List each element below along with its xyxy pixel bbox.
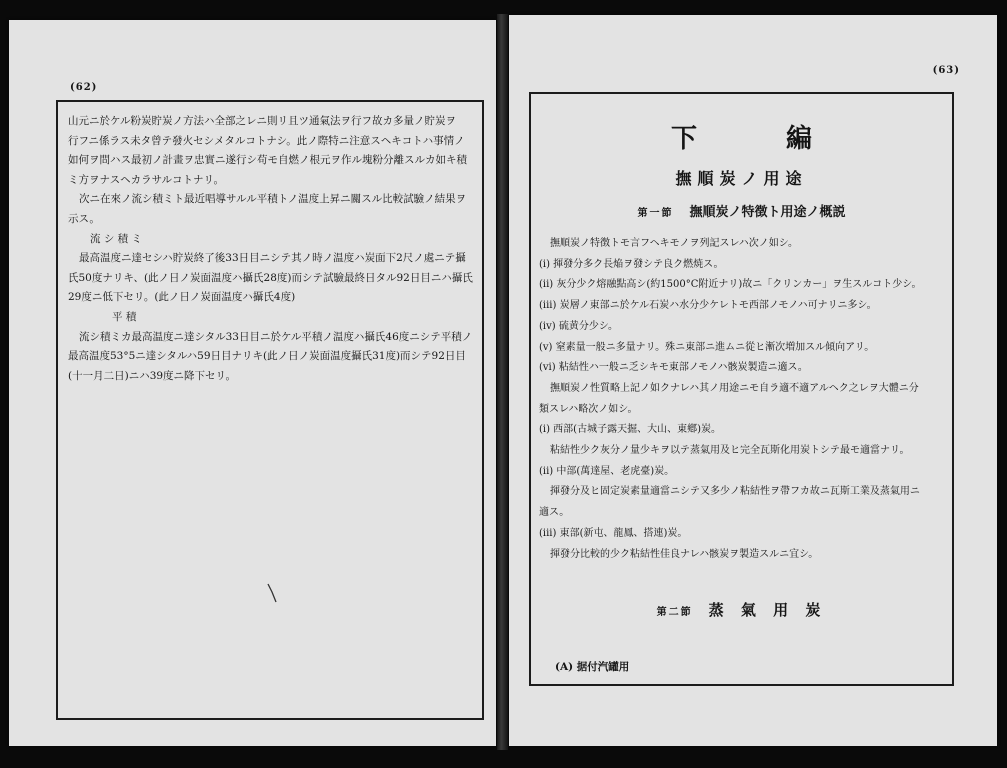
list-item: (ii) 灰分少ク熔融點高シ(約1500°C附近ナリ)故ニ「クリンカー」ヲ生スルコト少シ。 (539, 279, 922, 291)
list-item: (i) 揮發分多ク長焔ヲ發シテ良ク燃焼ス。 (539, 258, 724, 270)
paragraph-line: 氏50度ナリキ、(此ノ日ノ炭面温度ハ攝氏28度)而シテ試驗最終日タル92日目ニハ攝氏 (68, 271, 473, 284)
section-heading (531, 599, 952, 620)
section-number: 第二節 (656, 607, 693, 618)
list-item: (vi) 粘結性ハ一般ニ乏シキモ東部ノモノハ骸炭製造ニ適ス。 (539, 362, 808, 374)
text-frame (529, 92, 954, 686)
list-item: (ii) 中部(萬達屋、老虎臺)炭。 (539, 465, 675, 477)
paragraph-line: 揮發分比較的少ク粘結性佳良ナレハ骸炭ヲ製造スルニ宜シ。 (550, 548, 819, 560)
paragraph-line: 類スレハ略次ノ如シ。 (539, 403, 638, 415)
subheading: 流 シ 積 ミ (90, 232, 143, 245)
paragraph-line: 最高温度53°5ニ達シタルハ59日目ナリキ(此ノ日ノ炭面温度攝氏31度)而シテ92日目 (68, 350, 466, 363)
page-number: (62) (70, 82, 98, 93)
paragraph-line: 行フニ係ラス未タ曾テ發火セシメタルコトナシ。此ノ際特ニ注意スヘキコトハ事情ノ (68, 134, 465, 147)
body-text (539, 234, 944, 565)
paragraph-line: 撫順炭ノ性質略上記ノ如クナレハ其ノ用途ニモ自ラ適不適アルヘク之レヲ大體ニ分 (550, 382, 919, 394)
list-item: (i) 西部(古城子露天掘、大山、東鄕)炭。 (539, 424, 721, 436)
list-item: (iii) 炭層ノ東部ニ於ケル石炭ハ水分少ケレトモ西部ノモノハ可ナリニ多シ。 (539, 300, 877, 312)
section-title: 蒸 氣 用 炭 (708, 601, 827, 619)
paragraph-line: 流シ積ミカ最高温度ニ達シタル33日目ニ於ケル平積ノ温度ハ攝氏46度ニシテ平積ノ (79, 330, 473, 343)
right-page (509, 15, 997, 746)
paragraph-line: (十一月二日)ニハ39度ニ降下セリ。 (68, 369, 237, 382)
paragraph-line: ミ方ヲナスヘカラサルコトナリ。 (68, 173, 225, 186)
left-page (9, 20, 496, 746)
paragraph-line: 如何ヲ問ハス最初ノ計畫ヲ忠實ニ遂行シ苟モ自燃ノ根元ヲ作ル塊粉分離スルカ如キ積 (68, 154, 467, 167)
book-spine (497, 14, 508, 750)
list-item: (iv) 硫黄分少シ。 (539, 320, 619, 332)
pencil-mark (266, 582, 278, 604)
subsection-heading: (A) 据付汽罐用 (555, 661, 630, 673)
body-text (68, 112, 474, 386)
paragraph-line: 山元ニ於ケル粉炭貯炭ノ方法ハ全部之レニ則リ且ツ通氣法ヲ行フ故カ多量ノ貯炭ヲ (68, 115, 456, 127)
subheading: 平 積 (112, 310, 137, 323)
paragraph-line: 撫順炭ノ特徴トモ言フヘキモノヲ列記スレハ次ノ如シ。 (550, 238, 798, 249)
paragraph-line: 粘結性少ク灰分ノ量少キヲ以テ蒸氣用及ヒ完全瓦斯化用炭トシテ最モ適當ナリ。 (550, 445, 910, 457)
paragraph-line: 29度ニ低下セリ。(此ノ日ノ炭面温度ハ攝氏4度) (68, 291, 296, 304)
paragraph-line: 揮發分及ヒ固定炭素量適當ニシテ又多少ノ粘結性ヲ帶フカ故ニ瓦斯工業及蒸氣用ニ (550, 486, 920, 498)
paragraph-line: 最高温度ニ達セシハ貯炭終了後33日目ニシテ其ノ時ノ温度ハ炭面下2尺ノ處ニテ攝 (79, 252, 466, 265)
paragraph-line: 適ス。 (539, 507, 570, 519)
part-subtitle: 撫順炭ノ用途 (675, 169, 808, 188)
paragraph-line: 示ス。 (68, 212, 100, 225)
text-frame (56, 100, 484, 720)
section-number: 第一節 (637, 208, 674, 219)
page-number: (63) (932, 65, 960, 76)
section-heading (531, 201, 952, 220)
section-title: 撫順炭ノ特徴ト用途ノ概説 (689, 205, 846, 220)
paragraph-line: 次ニ在來ノ流シ積ミト最近唱導サルル平積トノ温度上昇ニ關スル比較試驗ノ結果ヲ (79, 193, 467, 206)
list-item: (v) 窒素量一般ニ多量ナリ。殊ニ東部ニ進ムニ從ヒ漸次増加スル傾向アリ。 (539, 341, 875, 353)
list-item: (iii) 東部(新屯、龍鳳、搭連)炭。 (539, 527, 688, 539)
part-title: 下 編 (670, 124, 853, 154)
